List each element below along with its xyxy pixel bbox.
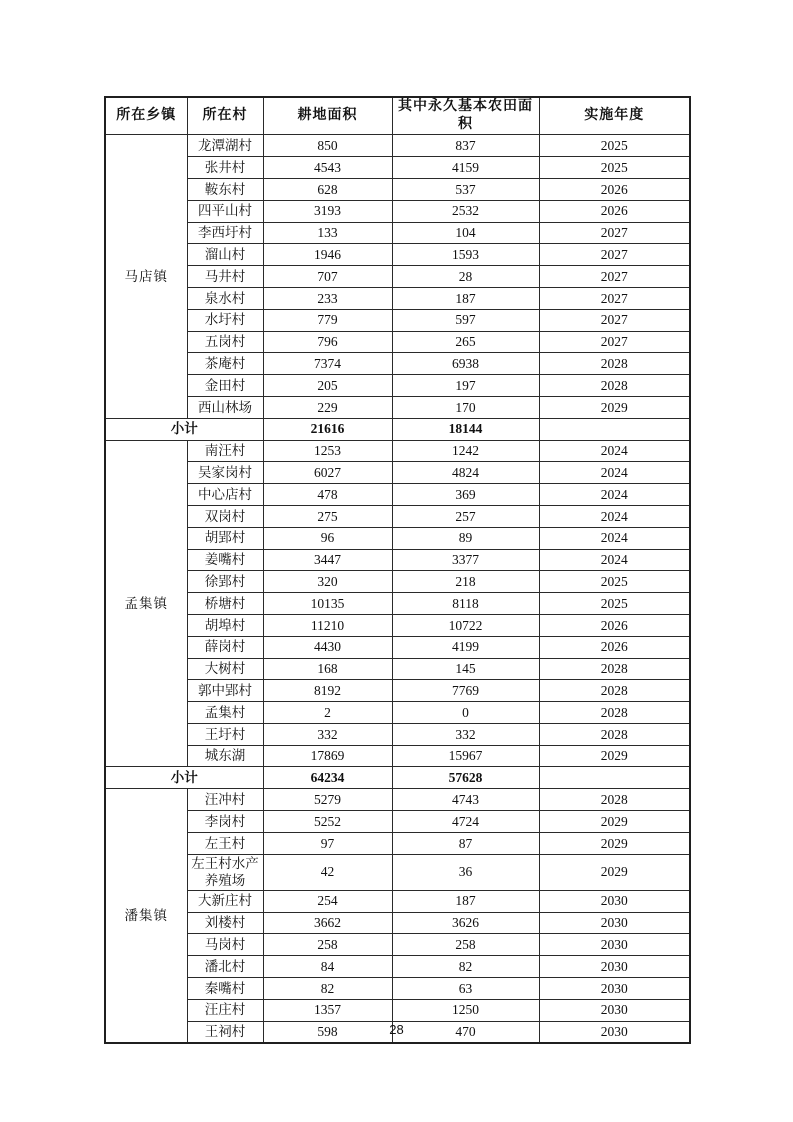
- farmland-area-cell: 3377: [392, 549, 539, 571]
- header-basic-farmland-area: 其中永久基本农田面积: [392, 97, 539, 135]
- table-row: [105, 934, 690, 956]
- cultivated-area-cell: 133: [263, 222, 392, 244]
- village-cell: 双岗村: [187, 505, 263, 527]
- table-row: [105, 309, 690, 331]
- table-row: [105, 999, 690, 1021]
- cultivated-area-cell: 478: [263, 484, 392, 506]
- table-row: [105, 462, 690, 484]
- farmland-area-cell: 218: [392, 571, 539, 593]
- subtotal-row: [105, 418, 690, 440]
- village-cell: 姜嘴村: [187, 549, 263, 571]
- village-cell: 泉水村: [187, 287, 263, 309]
- table-row: [105, 353, 690, 375]
- year-cell: 2025: [539, 157, 690, 179]
- village-cell: 金田村: [187, 375, 263, 397]
- village-cell: 大新庄村: [187, 890, 263, 912]
- cultivated-area-cell: 7374: [263, 353, 392, 375]
- year-cell: 2030: [539, 934, 690, 956]
- village-cell: 五岗村: [187, 331, 263, 353]
- village-cell: 孟集村: [187, 702, 263, 724]
- village-cell: 四平山村: [187, 200, 263, 222]
- cultivated-area-cell: 17869: [263, 745, 392, 767]
- year-cell: 2030: [539, 956, 690, 978]
- farmland-area-cell: 15967: [392, 745, 539, 767]
- village-cell: 南汪村: [187, 440, 263, 462]
- village-cell: 桥塘村: [187, 593, 263, 615]
- cultivated-area-cell: 82: [263, 977, 392, 999]
- farmland-area-cell: 6938: [392, 353, 539, 375]
- cultivated-area-cell: 5252: [263, 811, 392, 833]
- village-cell: 李西圩村: [187, 222, 263, 244]
- cultivated-area-cell: 707: [263, 266, 392, 288]
- village-cell: 秦嘴村: [187, 977, 263, 999]
- table-row: [105, 222, 690, 244]
- table-row: [105, 956, 690, 978]
- cultivated-area-cell: 168: [263, 658, 392, 680]
- table-row: [105, 157, 690, 179]
- township-cell: 孟集镇: [105, 440, 187, 767]
- village-cell: 李岗村: [187, 811, 263, 833]
- village-cell: 马井村: [187, 266, 263, 288]
- year-cell: 2029: [539, 832, 690, 854]
- village-cell: 胡埠村: [187, 614, 263, 636]
- farmland-table: [104, 96, 691, 1044]
- year-cell: 2027: [539, 266, 690, 288]
- cultivated-area-cell: 320: [263, 571, 392, 593]
- cultivated-area-cell: 3193: [263, 200, 392, 222]
- cultivated-area-cell: 275: [263, 505, 392, 527]
- header-village: 所在村: [187, 97, 263, 135]
- table-row: [105, 832, 690, 854]
- year-cell: 2029: [539, 396, 690, 418]
- township-cell: 马店镇: [105, 135, 187, 418]
- cultivated-area-cell: 229: [263, 396, 392, 418]
- farmland-area-cell: 0: [392, 702, 539, 724]
- farmland-area-cell: 4743: [392, 789, 539, 811]
- farmland-area-cell: 145: [392, 658, 539, 680]
- table-row: [105, 200, 690, 222]
- table-row: [105, 890, 690, 912]
- cultivated-area-cell: 3447: [263, 549, 392, 571]
- cultivated-area-cell: 96: [263, 527, 392, 549]
- header-cultivated-area: 耕地面积: [263, 97, 392, 135]
- table-row: [105, 912, 690, 934]
- year-cell: 2025: [539, 593, 690, 615]
- subtotal-year-cell: [539, 767, 690, 789]
- cultivated-area-cell: 1357: [263, 999, 392, 1021]
- farmland-area-cell: 187: [392, 890, 539, 912]
- farmland-area-cell: 1242: [392, 440, 539, 462]
- village-cell: 张井村: [187, 157, 263, 179]
- cultivated-area-cell: 628: [263, 178, 392, 200]
- year-cell: 2026: [539, 636, 690, 658]
- cultivated-area-cell: 42: [263, 854, 392, 890]
- year-cell: 2028: [539, 680, 690, 702]
- year-cell: 2028: [539, 702, 690, 724]
- table-row: [105, 549, 690, 571]
- table-row: [105, 789, 690, 811]
- header-implementation-year: 实施年度: [539, 97, 690, 135]
- year-cell: 2028: [539, 353, 690, 375]
- farmland-area-cell: 4724: [392, 811, 539, 833]
- table-row: [105, 287, 690, 309]
- table-row: [105, 505, 690, 527]
- village-cell: 左王村: [187, 832, 263, 854]
- village-cell: 鞍东村: [187, 178, 263, 200]
- table-row: [105, 527, 690, 549]
- year-cell: 2024: [539, 505, 690, 527]
- farmland-area-cell: 8118: [392, 593, 539, 615]
- farmland-area-cell: 82: [392, 956, 539, 978]
- cultivated-area-cell: 4543: [263, 157, 392, 179]
- table-row: [105, 593, 690, 615]
- village-cell: 溜山村: [187, 244, 263, 266]
- village-cell: 汪冲村: [187, 789, 263, 811]
- year-cell: 2030: [539, 890, 690, 912]
- table-row: [105, 266, 690, 288]
- farmland-area-cell: 36: [392, 854, 539, 890]
- cultivated-area-cell: 6027: [263, 462, 392, 484]
- farmland-area-cell: 257: [392, 505, 539, 527]
- cultivated-area-cell: 84: [263, 956, 392, 978]
- village-cell: 胡郢村: [187, 527, 263, 549]
- cultivated-area-cell: 205: [263, 375, 392, 397]
- year-cell: 2029: [539, 811, 690, 833]
- table-row: [105, 636, 690, 658]
- year-cell: 2028: [539, 375, 690, 397]
- cultivated-area-cell: 8192: [263, 680, 392, 702]
- farmland-area-cell: 7769: [392, 680, 539, 702]
- subtotal-cultivated-cell: 64234: [263, 767, 392, 789]
- year-cell: 2030: [539, 1021, 690, 1043]
- year-cell: 2029: [539, 745, 690, 767]
- farmland-area-cell: 10722: [392, 614, 539, 636]
- village-cell: 左王村水产养殖场: [187, 854, 263, 890]
- farmland-area-cell: 332: [392, 723, 539, 745]
- cultivated-area-cell: 796: [263, 331, 392, 353]
- year-cell: 2026: [539, 178, 690, 200]
- year-cell: 2029: [539, 854, 690, 890]
- table-row: [105, 658, 690, 680]
- subtotal-label-cell: 小计: [105, 767, 263, 789]
- cultivated-area-cell: 4430: [263, 636, 392, 658]
- table-row: [105, 745, 690, 767]
- farmland-area-cell: 470: [392, 1021, 539, 1043]
- subtotal-farmland-cell: 57628: [392, 767, 539, 789]
- table-body: [105, 135, 690, 1043]
- village-cell: 王祠村: [187, 1021, 263, 1043]
- subtotal-label-cell: 小计: [105, 418, 263, 440]
- header-row: [105, 97, 690, 135]
- farmland-area-cell: 537: [392, 178, 539, 200]
- year-cell: 2027: [539, 287, 690, 309]
- year-cell: 2024: [539, 440, 690, 462]
- table-row: [105, 484, 690, 506]
- farmland-area-cell: 28: [392, 266, 539, 288]
- year-cell: 2027: [539, 309, 690, 331]
- cultivated-area-cell: 598: [263, 1021, 392, 1043]
- farmland-area-cell: 4159: [392, 157, 539, 179]
- table-row: [105, 135, 690, 157]
- farmland-area-cell: 369: [392, 484, 539, 506]
- farmland-area-cell: 87: [392, 832, 539, 854]
- cultivated-area-cell: 258: [263, 934, 392, 956]
- village-cell: 水圩村: [187, 309, 263, 331]
- cultivated-area-cell: 332: [263, 723, 392, 745]
- table-row: [105, 331, 690, 353]
- farmland-area-cell: 197: [392, 375, 539, 397]
- farmland-area-cell: 4824: [392, 462, 539, 484]
- village-cell: 薛岗村: [187, 636, 263, 658]
- year-cell: 2024: [539, 462, 690, 484]
- cultivated-area-cell: 233: [263, 287, 392, 309]
- farmland-area-cell: 63: [392, 977, 539, 999]
- year-cell: 2027: [539, 222, 690, 244]
- table-header: [105, 97, 690, 135]
- village-cell: 吴家岗村: [187, 462, 263, 484]
- cultivated-area-cell: 97: [263, 832, 392, 854]
- cultivated-area-cell: 850: [263, 135, 392, 157]
- village-cell: 刘楼村: [187, 912, 263, 934]
- table-row: [105, 702, 690, 724]
- subtotal-year-cell: [539, 418, 690, 440]
- cultivated-area-cell: 1946: [263, 244, 392, 266]
- village-cell: 潘北村: [187, 956, 263, 978]
- year-cell: 2026: [539, 614, 690, 636]
- year-cell: 2030: [539, 912, 690, 934]
- village-cell: 中心店村: [187, 484, 263, 506]
- farmland-area-cell: 89: [392, 527, 539, 549]
- table-row: [105, 571, 690, 593]
- year-cell: 2025: [539, 571, 690, 593]
- farmland-area-cell: 597: [392, 309, 539, 331]
- year-cell: 2028: [539, 658, 690, 680]
- year-cell: 2024: [539, 549, 690, 571]
- year-cell: 2024: [539, 484, 690, 506]
- year-cell: 2024: [539, 527, 690, 549]
- page-number: 28: [389, 1022, 404, 1037]
- farmland-area-cell: 265: [392, 331, 539, 353]
- year-cell: 2028: [539, 723, 690, 745]
- village-cell: 大树村: [187, 658, 263, 680]
- year-cell: 2028: [539, 789, 690, 811]
- village-cell: 郭中郢村: [187, 680, 263, 702]
- cultivated-area-cell: 10135: [263, 593, 392, 615]
- cultivated-area-cell: 779: [263, 309, 392, 331]
- village-cell: 城东湖: [187, 745, 263, 767]
- farmland-area-cell: 104: [392, 222, 539, 244]
- subtotal-cultivated-cell: 21616: [263, 418, 392, 440]
- table-row: [105, 854, 690, 890]
- village-cell: 马岗村: [187, 934, 263, 956]
- village-cell: 王圩村: [187, 723, 263, 745]
- cultivated-area-cell: 2: [263, 702, 392, 724]
- cultivated-area-cell: 11210: [263, 614, 392, 636]
- village-cell: 汪庄村: [187, 999, 263, 1021]
- table-row: [105, 723, 690, 745]
- cultivated-area-cell: 254: [263, 890, 392, 912]
- table-row: [105, 614, 690, 636]
- header-township: 所在乡镇: [105, 97, 187, 135]
- subtotal-row: [105, 767, 690, 789]
- farmland-area-cell: 3626: [392, 912, 539, 934]
- village-cell: 徐郢村: [187, 571, 263, 593]
- table-row: [105, 178, 690, 200]
- year-cell: 2027: [539, 244, 690, 266]
- table-row: [105, 244, 690, 266]
- year-cell: 2027: [539, 331, 690, 353]
- table-row: [105, 440, 690, 462]
- farmland-area-cell: 2532: [392, 200, 539, 222]
- village-cell: 龙潭湖村: [187, 135, 263, 157]
- cultivated-area-cell: 3662: [263, 912, 392, 934]
- table-row: [105, 396, 690, 418]
- table-row: [105, 977, 690, 999]
- farmland-area-cell: 258: [392, 934, 539, 956]
- farmland-area-cell: 187: [392, 287, 539, 309]
- year-cell: 2025: [539, 135, 690, 157]
- township-cell: 潘集镇: [105, 789, 187, 1044]
- farmland-area-cell: 1250: [392, 999, 539, 1021]
- farmland-area-cell: 4199: [392, 636, 539, 658]
- year-cell: 2030: [539, 999, 690, 1021]
- village-cell: 茶庵村: [187, 353, 263, 375]
- year-cell: 2030: [539, 977, 690, 999]
- subtotal-farmland-cell: 18144: [392, 418, 539, 440]
- cultivated-area-cell: 5279: [263, 789, 392, 811]
- table-row: [105, 680, 690, 702]
- village-cell: 西山林场: [187, 396, 263, 418]
- table-row: [105, 811, 690, 833]
- cultivated-area-cell: 1253: [263, 440, 392, 462]
- farmland-area-cell: 1593: [392, 244, 539, 266]
- farmland-area-cell: 837: [392, 135, 539, 157]
- year-cell: 2026: [539, 200, 690, 222]
- farmland-area-cell: 170: [392, 396, 539, 418]
- table-row: [105, 375, 690, 397]
